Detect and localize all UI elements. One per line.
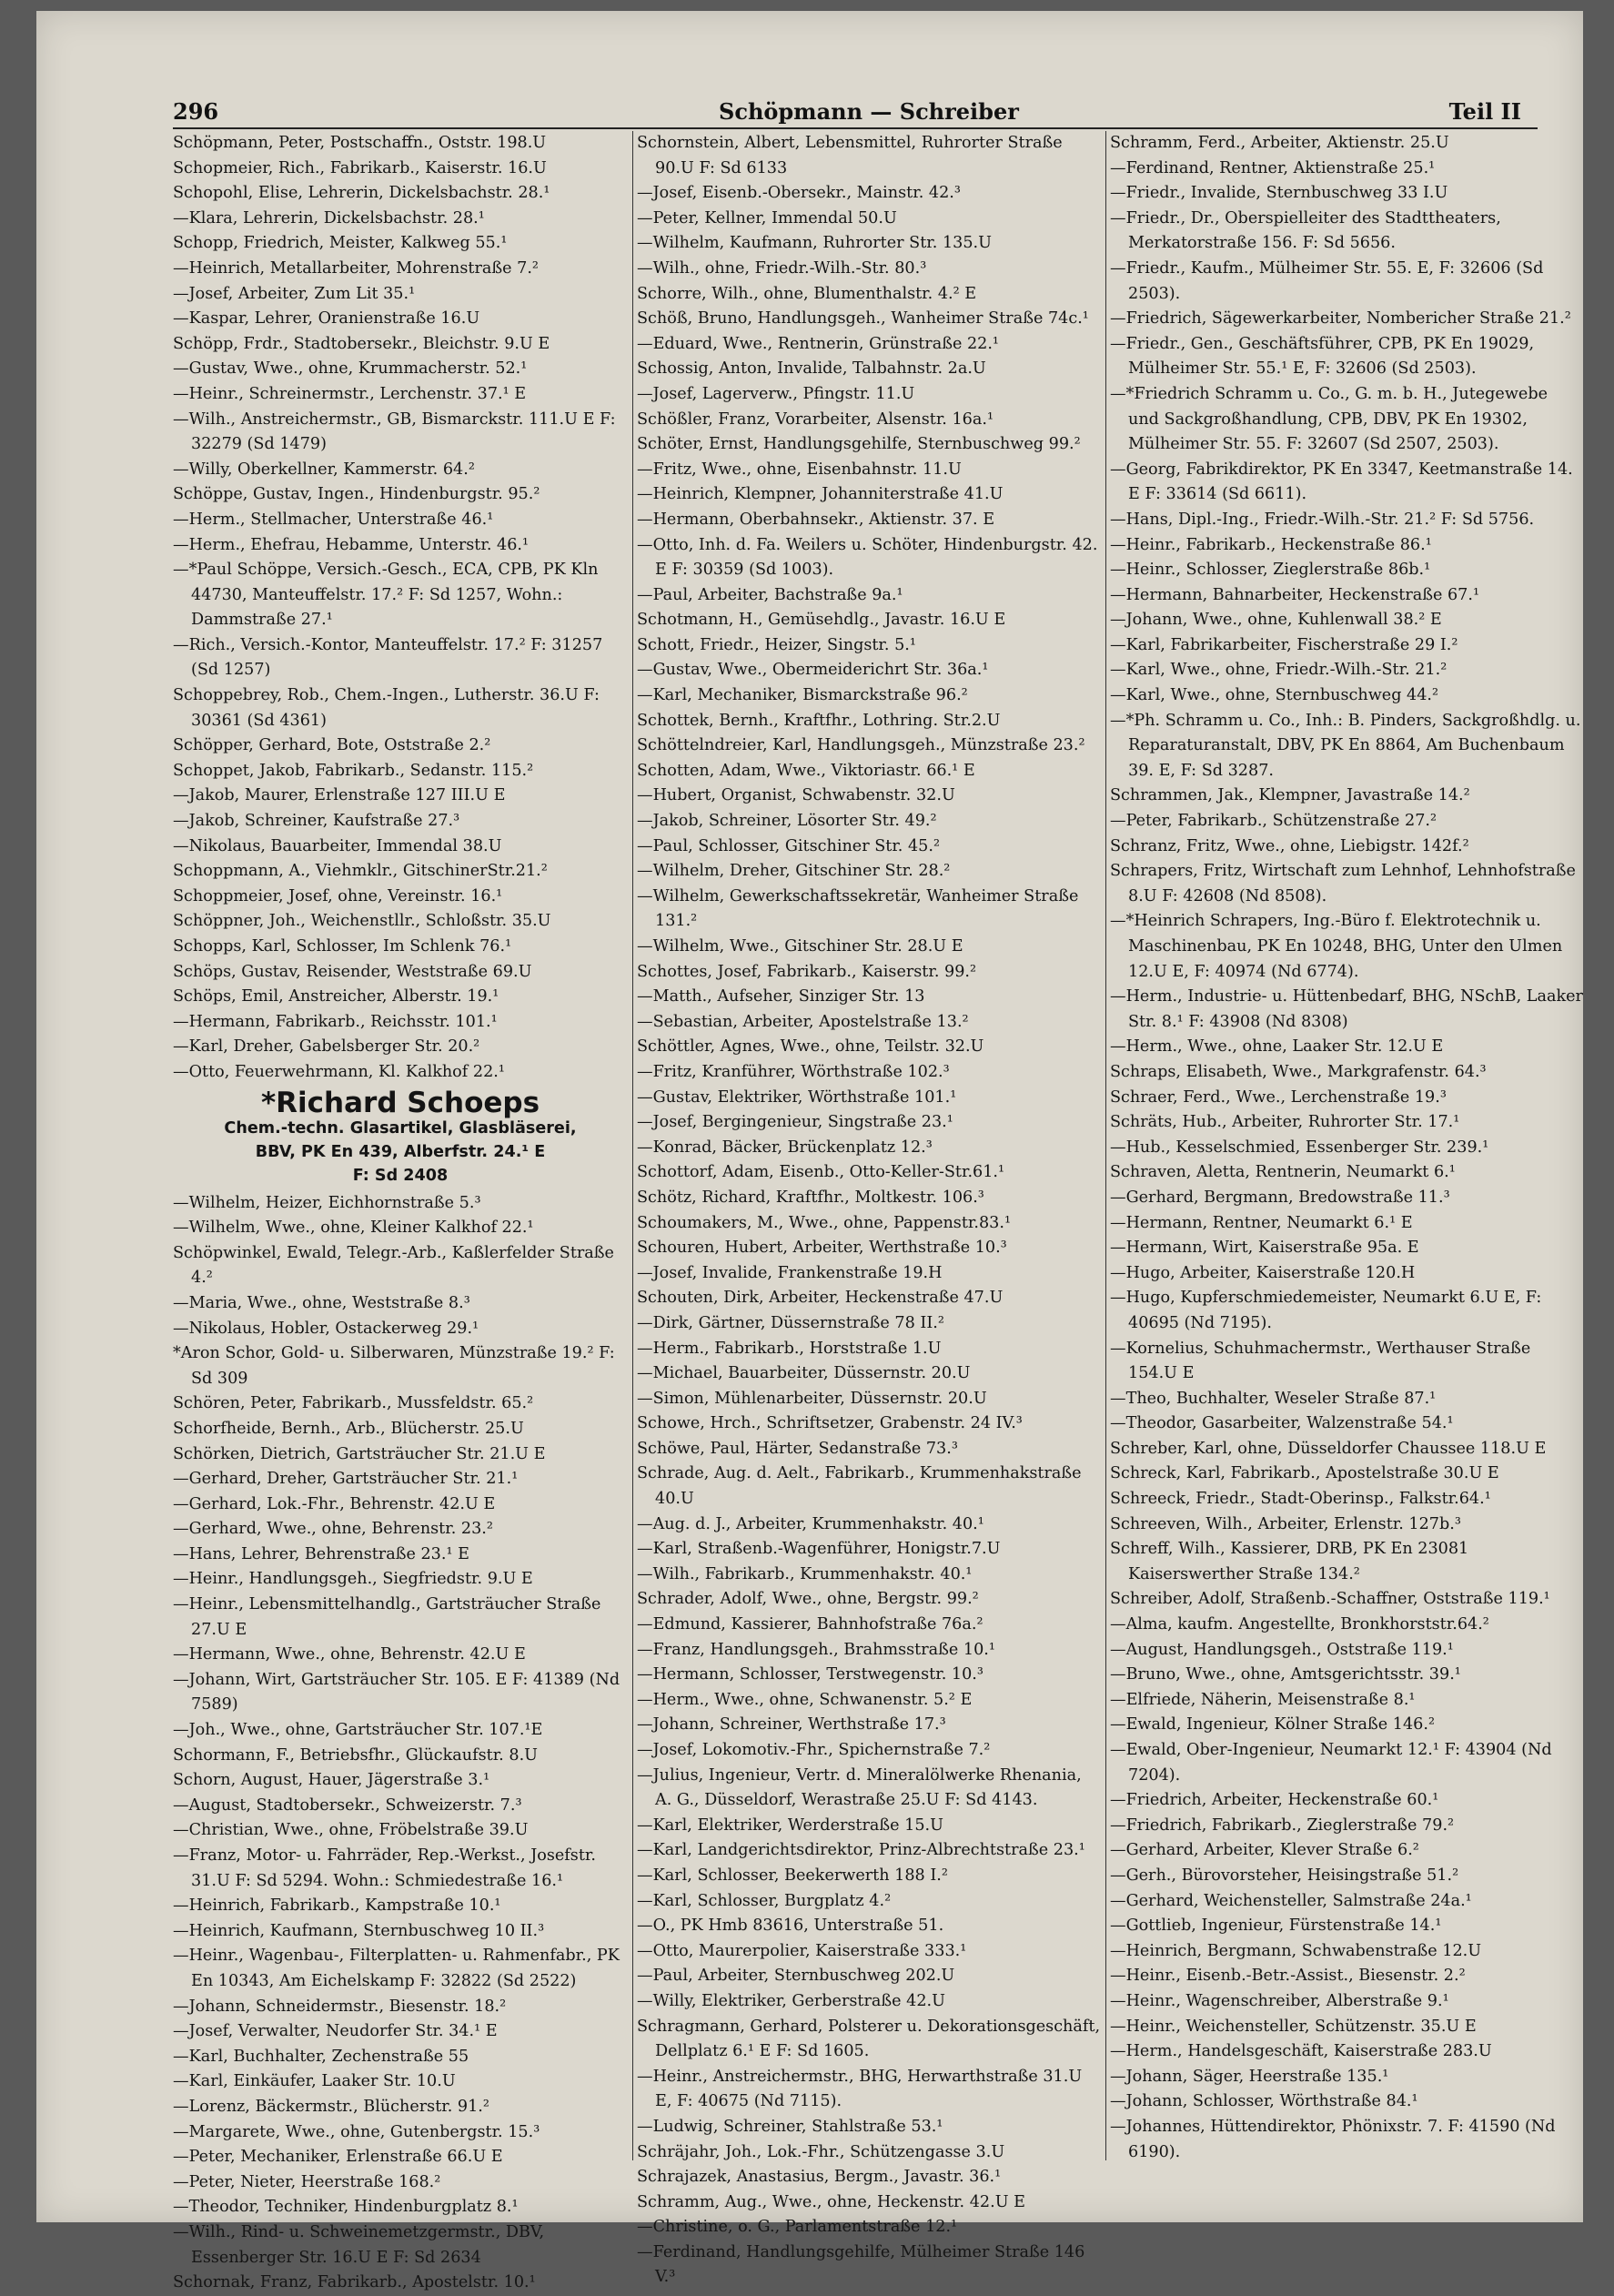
- directory-entry: —Lorenz, Bäckermstr., Blücherstr. 91.²: [173, 2097, 489, 2116]
- directory-entry: —Fritz, Wwe., ohne, Eisenbahnstr. 11.U: [637, 460, 962, 479]
- directory-entry: —Josef, Verwalter, Neudorfer Str. 34.¹ E: [173, 2022, 498, 2041]
- directory-entry: —Gerhard, Dreher, Gartsträucher Str. 21.¹: [173, 1470, 519, 1489]
- directory-entry: —Dirk, Gärtner, Düssernstraße 78 II.²: [637, 1313, 944, 1332]
- directory-entry: Schranz, Fritz, Wwe., ohne, Liebigstr. 142f.²: [1110, 836, 1469, 855]
- column-3-entries: [1110, 131, 1583, 2165]
- directory-entry: Schöpmann, Peter, Postschaffn., Oststr. 198.U: [173, 134, 547, 152]
- directory-entry: Schöpp, Frdr., Stadtobersekr., Bleichstr. 9.U E: [173, 334, 550, 353]
- directory-entry: —Friedr., Dr., Oberspielleiter des Stadttheaters, Merkatorstraße 156. F: Sd 5656.: [1110, 208, 1501, 253]
- directory-entry: Schottes, Josef, Fabrikarb., Kaiserstr. 99.²: [637, 962, 977, 981]
- directory-entry: —Heinrich, Bergmann, Schwabenstraße 12.U: [1110, 1941, 1482, 1960]
- directory-entry: —Georg, Fabrikdirektor, PK En 3347, Keetmanstraße 14. E F: 33614 (Sd 6611).: [1110, 460, 1573, 504]
- directory-entry: —Heinr., Anstreichermstr., BHG, Herwarthstraße 31.U E, F: 40675 (Nd 7115).: [637, 2067, 1083, 2111]
- directory-entry: —Wilhelm, Wwe., ohne, Kleiner Kalkhof 22.¹: [173, 1219, 534, 1238]
- directory-entry: —Johann, Säger, Heerstraße 135.¹: [1110, 2067, 1389, 2086]
- directory-entry: Schoppmeier, Josef, ohne, Vereinstr. 16.¹: [173, 886, 503, 905]
- directory-entry: Schreber, Karl, ohne, Düsseldorfer Chaussee 118.U E: [1110, 1439, 1547, 1458]
- directory-entry: —Rich., Versich.-Kontor, Manteuffelstr. 17.² F: 31257 (Sd 1257): [173, 635, 603, 680]
- advertisement: [173, 1086, 628, 1188]
- directory-entry: —Ferdinand, Rentner, Aktienstraße 25.¹: [1110, 158, 1436, 177]
- directory-entry: Schottek, Bernh., Kraftfhr., Lothring. Str.2.U: [637, 711, 1001, 730]
- directory-entry: —Friedr., Invalide, Sternbuschweg 33 I.U: [1110, 184, 1448, 203]
- directory-entry: —Heinrich, Kaufmann, Sternbuschweg 10 II.³: [173, 1921, 545, 1940]
- directory-entry: —Herm., Stellmacher, Unterstraße 46.¹: [173, 510, 494, 529]
- directory-entry: —Gottlieb, Ingenieur, Fürstenstraße 14.¹: [1110, 1917, 1442, 1936]
- directory-entry: —Herm., Industrie- u. Hüttenbedarf, BHG, NSchB, Laaker Str. 8.¹ F: 43908 (Nd 8308): [1110, 987, 1583, 1031]
- name-range: Schöpmann — Schreiber: [719, 98, 1019, 125]
- column-divider: [1105, 131, 1106, 2160]
- directory-entry: Schörken, Dietrich, Gartsträucher Str. 21.U E: [173, 1444, 546, 1463]
- directory-entry: Schöttler, Agnes, Wwe., ohne, Teilstr. 32.U: [637, 1037, 984, 1057]
- directory-entry: —Alma, kaufm. Angestellte, Bronkhorststr.64.²: [1110, 1615, 1489, 1634]
- directory-entry: —Heinr., Weichensteller, Schützenstr. 35.U E: [1110, 2017, 1477, 2036]
- directory-entry: —Ferdinand, Handlungsgehilfe, Mülheimer Straße 146 V.³: [637, 2242, 1085, 2287]
- directory-entry: Schott, Friedr., Heizer, Singstr. 5.¹: [637, 635, 916, 654]
- directory-entry: —Aug. d. J., Arbeiter, Krummenhakstr. 40.¹: [637, 1514, 984, 1533]
- directory-entry: —Peter, Fabrikarb., Schützenstraße 27.²: [1110, 812, 1437, 831]
- directory-entry: Schouren, Hubert, Arbeiter, Werthstraße 10.³: [637, 1239, 1007, 1258]
- directory-entry: —Maria, Wwe., ohne, Weststraße 8.³: [173, 1293, 470, 1312]
- directory-entry: —Gustav, Elektriker, Wörthstraße 101.¹: [637, 1087, 957, 1107]
- directory-entry: —Friedr., Kaufm., Mülheimer Str. 55. E, F: 32606 (Sd 2503).: [1110, 258, 1544, 303]
- directory-entry: Schöß, Bruno, Handlungsgeh., Wanheimer Straße 74c.¹: [637, 309, 1089, 329]
- directory-entry: —Herm., Handelsgeschäft, Kaiserstraße 283.U: [1110, 2042, 1492, 2061]
- directory-entry: —Hub., Kesselschmied, Essenberger Str. 239.¹: [1110, 1138, 1489, 1157]
- directory-entry: —August, Stadtobersekr., Schweizerstr. 7.³: [173, 1795, 522, 1815]
- directory-entry: Schopohl, Elise, Lehrerin, Dickelsbachstr. 28.¹: [173, 184, 550, 203]
- directory-entry: —Heinr., Fabrikarb., Heckenstraße 86.¹: [1110, 535, 1432, 554]
- directory-entry: Schreeven, Wilh., Arbeiter, Erlenstr. 127b.³: [1110, 1514, 1461, 1533]
- directory-entry: Schöttelndreier, Karl, Handlungsgeh., Münzstraße 23.²: [637, 736, 1085, 755]
- directory-entry: —Karl, Straßenb.-Wagenführer, Honigstr.7.U: [637, 1540, 1001, 1559]
- directory-entry: —Kornelius, Schuhmachermstr., Werthauser Straße 154.U E: [1110, 1339, 1531, 1383]
- directory-entry: —Karl, Wwe., ohne, Sternbuschweg 44.²: [1110, 686, 1439, 705]
- directory-entry: —Josef, Bergingenieur, Singstraße 23.¹: [637, 1113, 953, 1132]
- directory-entry: Schowe, Hrch., Schriftsetzer, Grabenstr. 24 IV.³: [637, 1414, 1023, 1433]
- directory-entry: —Christian, Wwe., ohne, Fröbelstraße 39.U: [173, 1821, 529, 1840]
- directory-entry: —Julius, Ingenieur, Vertr. d. Mineralölwerke Rhenania, A. G., Düsseldorf, Werastraße 25.U F: Sd 4143.: [637, 1765, 1082, 1810]
- directory-entry: —Wilh., Anstreichermstr., GB, Bismarckstr. 111.U E F: 32279 (Sd 1479): [173, 410, 616, 454]
- directory-entry: —Friedr., Gen., Geschäftsführer, CPB, PK En 19029, Mülheimer Str. 55.¹ E, F: 32606 (Sd 2503).: [1110, 334, 1535, 379]
- directory-entry: —Heinr., Wagenbau-, Filterplatten- u. Rahmenfabr., PK En 10343, Am Eichelskamp F: 32822 (Sd 2522): [173, 1947, 620, 1990]
- directory-entry: —Bruno, Wwe., ohne, Amtsgerichtsstr. 39.¹: [1110, 1665, 1461, 1684]
- directory-entry: —Johann, Schreiner, Werthstraße 17.³: [637, 1715, 946, 1735]
- directory-entry: Schrajazek, Anastasius, Bergm., Javastr. 36.¹: [637, 2168, 1002, 2187]
- directory-entry: Schreff, Wilh., Kassierer, DRB, PK En 23081 Kaiserswerther Straße 134.²: [1110, 1540, 1469, 1583]
- directory-entry: —Jakob, Schreiner, Kaufstraße 27.³: [173, 812, 460, 831]
- directory-entry: —Johannes, Hüttendirektor, Phönixstr. 7. F: 41590 (Nd 6190).: [1110, 2117, 1556, 2161]
- directory-entry: —Heinr., Wagenschreiber, Alberstraße 9.¹: [1110, 1991, 1449, 2010]
- directory-entry: —Peter, Nieter, Heerstraße 168.²: [173, 2172, 441, 2191]
- column-divider: [632, 131, 633, 2160]
- directory-entry: —Hermann, Schlosser, Terstwegenstr. 10.³: [637, 1665, 984, 1684]
- directory-entry: —Herm., Wwe., ohne, Schwanenstr. 5.² E: [637, 1690, 973, 1709]
- directory-entry: —*Friedrich Schramm u. Co., G. m. b. H., Jutegewebe und Sackgroßhandlung, CPB, DBV, PK En 19302, Mülheimer Str. 55. F: 32607 (Sd 2507, 2503).: [1110, 384, 1548, 454]
- directory-entry: Schreck, Karl, Fabrikarb., Apostelstraße 30.U E: [1110, 1464, 1499, 1483]
- directory-entry: —Otto, Maurerpolier, Kaiserstraße 333.¹: [637, 1941, 967, 1960]
- directory-entry: —Konrad, Bäcker, Brückenplatz 12.³: [637, 1138, 933, 1157]
- column-1-entries-continued: [173, 1191, 628, 2296]
- directory-entry: —Hans, Dipl.-Ing., Friedr.-Wilh.-Str. 21.² F: Sd 5756.: [1110, 510, 1535, 529]
- directory-entry: —Karl, Fabrikarbeiter, Fischerstraße 29 I.²: [1110, 635, 1458, 654]
- directory-entry: *Aron Schor, Gold- u. Silberwaren, Münzstraße 19.² F: Sd 309: [173, 1344, 615, 1388]
- directory-entry: —Gerhard, Arbeiter, Klever Straße 6.²: [1110, 1841, 1419, 1860]
- directory-entry: —Edmund, Kassierer, Bahnhofstraße 76a.²: [637, 1615, 984, 1634]
- advertisement-line: BBV, PK En 439, Alberfstr. 24.¹ E: [255, 1142, 546, 1161]
- directory-entry: —*Heinrich Schrapers, Ing.-Büro f. Elektrotechnik u. Maschinenbau, PK En 10248, BHG, Unter den Ulmen 12.U E, F: 40974 (Nd 6774).: [1110, 912, 1563, 981]
- directory-entry: —Christine, o. G., Parlamentstraße 12.¹: [637, 2218, 958, 2237]
- directory-entry: —Wilhelm, Wwe., Gitschiner Str. 28.U E: [637, 937, 963, 956]
- directory-entry: Schornak, Franz, Fabrikarb., Apostelstr. 10.¹: [173, 2273, 536, 2292]
- directory-entry: —Nikolaus, Hobler, Ostackerweg 29.¹: [173, 1319, 479, 1338]
- directory-entry: Schorre, Wilh., ohne, Blumenthalstr. 4.² E: [637, 284, 977, 303]
- directory-entry: —Wilhelm, Heizer, Eichhornstraße 5.³: [173, 1193, 481, 1212]
- directory-entry: —Gerhard, Lok.-Fhr., Behrenstr. 42.U E: [173, 1494, 496, 1513]
- directory-entry: —Jakob, Schreiner, Lösorter Str. 49.²: [637, 812, 937, 831]
- directory-entry: —Matth., Aufseher, Sinziger Str. 13: [637, 987, 925, 1006]
- directory-entry: Schöps, Emil, Anstreicher, Alberstr. 19.¹: [173, 987, 499, 1006]
- directory-entry: Schornstein, Albert, Lebensmittel, Ruhrorter Straße 90.U F: Sd 6133: [637, 134, 1063, 177]
- directory-entry: —Wilh., ohne, Friedr.-Wilh.-Str. 80.³: [637, 258, 927, 278]
- directory-entry: —Josef, Eisenb.-Obersekr., Mainstr. 42.³: [637, 184, 961, 203]
- directory-entry: Schottorf, Adam, Eisenb., Otto-Keller-Str.61.¹: [637, 1163, 1005, 1182]
- directory-entry: —Hermann, Oberbahnsekr., Aktienstr. 37. E: [637, 510, 995, 529]
- directory-entry: —Hermann, Wwe., ohne, Behrenstr. 42.U E: [173, 1645, 526, 1664]
- directory-entry: —Josef, Lagerverw., Pfingstr. 11.U: [637, 384, 915, 403]
- column-2: [637, 131, 1101, 2287]
- directory-entry: —Josef, Lokomotiv.-Fhr., Spichernstraße 7.²: [637, 1741, 991, 1759]
- directory-entry: —Sebastian, Arbeiter, Apostelstraße 13.²: [637, 1012, 969, 1031]
- advertisement-title: *Richard Schoeps: [260, 1086, 540, 1119]
- directory-entry: —Heinr., Schlosser, Zieglerstraße 86b.¹: [1110, 561, 1431, 580]
- directory-entry: —Peter, Mechaniker, Erlenstraße 66.U E: [173, 2148, 503, 2167]
- directory-entry: Schöter, Ernst, Handlungsgehilfe, Sternbuschweg 99.²: [637, 435, 1081, 454]
- directory-entry: —Karl, Mechaniker, Bismarckstraße 96.²: [637, 686, 968, 705]
- directory-entry: Schramm, Ferd., Arbeiter, Aktienstr. 25.U: [1110, 134, 1449, 152]
- directory-entry: —Nikolaus, Bauarbeiter, Immendal 38.U: [173, 836, 502, 855]
- directory-entry: Schormann, F., Betriebsfhr., Glückaufstr. 8.U: [173, 1745, 538, 1765]
- directory-page: [36, 11, 1583, 2292]
- directory-entry: —Gerhard, Wwe., ohne, Behrenstr. 23.²: [173, 1520, 493, 1539]
- directory-entry: Schrapers, Fritz, Wirtschaft zum Lehnhof, Lehnhofstraße 8.U F: 42608 (Nd 8508).: [1110, 862, 1576, 905]
- directory-entry: Schöppe, Gustav, Ingen., Hindenburgstr. 95.²: [173, 485, 540, 504]
- directory-entry: Schrade, Aug. d. Aelt., Fabrikarb., Krummenhakstraße 40.U: [637, 1464, 1082, 1509]
- column-1-entries: [173, 131, 628, 1086]
- directory-entry: —Josef, Invalide, Frankenstraße 19.H: [637, 1263, 943, 1282]
- directory-entry: —Theodor, Techniker, Hindenburgplatz 8.¹: [173, 2198, 519, 2217]
- directory-entry: —Karl, Wwe., ohne, Friedr.-Wilh.-Str. 21.²: [1110, 661, 1448, 680]
- directory-entry: Schreeck, Friedr., Stadt-Oberinsp., Falkstr.64.¹: [1110, 1490, 1491, 1509]
- directory-entry: —Ludwig, Schreiner, Stahlstraße 53.¹: [637, 2117, 943, 2136]
- directory-entry: —Heinr., Lebensmittelhandlg., Gartsträucher Straße 27.U E: [173, 1595, 601, 1639]
- page-number: 296: [173, 98, 219, 125]
- directory-entry: —Willy, Oberkellner, Kammerstr. 64.²: [173, 460, 475, 479]
- directory-entry: —Gustav, Wwe., ohne, Krummacherstr. 52.¹: [173, 359, 528, 379]
- directory-entry: —Eduard, Wwe., Rentnerin, Grünstraße 22.¹: [637, 334, 999, 353]
- directory-entry: Schoppebrey, Rob., Chem.-Ingen., Lutherstr. 36.U F: 30361 (Sd 4361): [173, 686, 600, 730]
- directory-entry: —Heinrich, Metallarbeiter, Mohrenstraße 7.²: [173, 258, 539, 278]
- directory-entry: —Herm., Wwe., ohne, Laaker Str. 12.U E: [1110, 1037, 1444, 1057]
- directory-entry: Schorn, August, Hauer, Jägerstraße 3.¹: [173, 1771, 490, 1790]
- directory-entry: —Gerh., Bürovorsteher, Heisingstraße 51.²: [1110, 1866, 1459, 1885]
- advertisement-line: F: Sd 2408: [352, 1166, 449, 1185]
- directory-entry: —Hermann, Fabrikarb., Reichsstr. 101.¹: [173, 1012, 498, 1031]
- directory-entry: —Karl, Schlosser, Burgplatz 4.²: [637, 1891, 892, 1910]
- directory-entry: —Karl, Elektriker, Werderstraße 15.U: [637, 1816, 943, 1835]
- directory-entry: Schräts, Hub., Arbeiter, Ruhrorter Str. 17.¹: [1110, 1113, 1460, 1132]
- directory-entry: —Friedrich, Arbeiter, Heckenstraße 60.¹: [1110, 1791, 1439, 1810]
- directory-entry: —Heinr., Schreinermstr., Lerchenstr. 37.¹ E: [173, 384, 527, 403]
- directory-entry: —Josef, Arbeiter, Zum Lit 35.¹: [173, 284, 416, 303]
- directory-entry: —Herm., Ehefrau, Hebamme, Unterstr. 46.¹: [173, 535, 530, 554]
- directory-entry: Schreiber, Adolf, Straßenb.-Schaffner, Oststraße 119.¹: [1110, 1590, 1550, 1609]
- directory-entry: —Heinrich, Klempner, Johanniterstraße 41.U: [637, 485, 1004, 504]
- directory-entry: —Friedrich, Fabrikarb., Zieglerstraße 79.²: [1110, 1816, 1455, 1835]
- directory-entry: —Karl, Buchhalter, Zechenstraße 55: [173, 2047, 469, 2066]
- directory-entry: Schräjahr, Joh., Lok.-Fhr., Schützengasse 3.U: [637, 2142, 1005, 2161]
- directory-entry: —Willy, Elektriker, Gerberstraße 42.U: [637, 1991, 945, 2010]
- directory-entry: Schoumakers, M., Wwe., ohne, Pappenstr.83.¹: [637, 1213, 1012, 1232]
- directory-entry: —Hans, Lehrer, Behrenstraße 23.¹ E: [173, 1544, 469, 1563]
- directory-entry: Schraps, Elisabeth, Wwe., Markgrafenstr. 64.³: [1110, 1062, 1487, 1081]
- directory-entry: —Paul, Arbeiter, Sternbuschweg 202.U: [637, 1967, 955, 1986]
- directory-entry: —Fritz, Kranführer, Wörthstraße 102.³: [637, 1062, 950, 1081]
- directory-entry: Schragmann, Gerhard, Polsterer u. Dekorationsgeschäft, Dellplatz 6.¹ E F: Sd 1605.: [637, 2017, 1101, 2061]
- directory-entry: Schöpwinkel, Ewald, Telegr.-Arb., Kaßlerfelder Straße 4.²: [173, 1243, 614, 1288]
- directory-entry: —Paul, Arbeiter, Bachstraße 9a.¹: [637, 585, 903, 604]
- directory-entry: —*Ph. Schramm u. Co., Inh.: B. Pinders, Sackgroßhdlg. u. Reparaturanstalt, DBV, PK En 8864, Am Buchenbaum 39. E, F: Sd 3287.: [1110, 711, 1581, 780]
- directory-entry: —Johann, Wwe., ohne, Kuhlenwall 38.² E: [1110, 611, 1442, 630]
- directory-entry: Schößler, Franz, Vorarbeiter, Alsenstr. 16a.¹: [637, 410, 994, 429]
- directory-entry: —Hermann, Rentner, Neumarkt 6.¹ E: [1110, 1213, 1413, 1232]
- directory-entry: —Otto, Inh. d. Fa. Weilers u. Schöter, Hindenburgstr. 42. E F: 30359 (Sd 1003).: [637, 535, 1098, 580]
- directory-entry: —Karl, Landgerichtsdirektor, Prinz-Albrechtstraße 23.¹: [637, 1841, 1085, 1860]
- directory-entry: —Wilh., Fabrikarb., Krummenhakstr. 40.¹: [637, 1564, 973, 1583]
- directory-entry: Schrammen, Jak., Klempner, Javastraße 14.²: [1110, 786, 1470, 805]
- directory-entry: —Elfriede, Näherin, Meisenstraße 8.¹: [1110, 1690, 1416, 1709]
- directory-entry: —Ewald, Ingenieur, Kölner Straße 146.²: [1110, 1715, 1436, 1735]
- directory-entry: Schöwe, Paul, Härter, Sedanstraße 73.³: [637, 1439, 958, 1458]
- directory-entry: —Jakob, Maurer, Erlenstraße 127 III.U E: [173, 786, 506, 805]
- directory-entry: Schoppet, Jakob, Fabrikarb., Sedanstr. 115.²: [173, 761, 534, 780]
- directory-entry: —Karl, Dreher, Gabelsberger Str. 20.²: [173, 1037, 480, 1057]
- directory-entry: —Theodor, Gasarbeiter, Walzenstraße 54.¹: [1110, 1414, 1454, 1433]
- directory-entry: —Wilhelm, Kaufmann, Ruhrorter Str. 135.U: [637, 234, 992, 253]
- directory-entry: —Friedrich, Sägewerkarbeiter, Nombericher Straße 21.²: [1110, 309, 1571, 329]
- directory-entry: Schopmeier, Rich., Fabrikarb., Kaiserstr. 16.U: [173, 158, 547, 177]
- directory-entry: —Gerhard, Bergmann, Bredowstraße 11.³: [1110, 1188, 1450, 1207]
- directory-entry: —Heinrich, Fabrikarb., Kampstraße 10.¹: [173, 1896, 501, 1916]
- directory-entry: Schotmann, H., Gemüsehdlg., Javastr. 16.U E: [637, 611, 1006, 630]
- directory-entry: —Hermann, Wirt, Kaiserstraße 95a. E: [1110, 1239, 1419, 1258]
- directory-entry: Schören, Peter, Fabrikarb., Mussfeldstr. 65.²: [173, 1394, 534, 1413]
- directory-entry: —Herm., Fabrikarb., Horststraße 1.U: [637, 1339, 942, 1358]
- directory-entry: —Wilh., Rind- u. Schweinemetzgermstr., DBV, Essenberger Str. 16.U E F: Sd 2634: [173, 2222, 545, 2267]
- directory-entry: —Paul, Schlosser, Gitschiner Str. 45.²: [637, 836, 941, 855]
- directory-entry: Schopp, Friedrich, Meister, Kalkweg 55.¹: [173, 234, 508, 253]
- directory-entry: —Wilhelm, Gewerkschaftssekretär, Wanheimer Straße 131.²: [637, 886, 1079, 931]
- column-1: [173, 131, 628, 2292]
- directory-entry: Schopps, Karl, Schlosser, Im Schlenk 76.¹: [173, 937, 512, 956]
- directory-entry: —Hubert, Organist, Schwabenstr. 32.U: [637, 786, 955, 805]
- directory-entry: —Franz, Motor- u. Fahrräder, Rep.-Werkst., Josefstr. 31.U F: Sd 5294. Wohn.: Schmiedestraße 16.¹: [173, 1846, 596, 1890]
- directory-entry: —*Paul Schöppe, Versich.-Gesch., ECA, CPB, PK Kln 44730, Manteuffelstr. 17.² F: Sd 1257, Wohn.: Dammstraße 27.¹: [173, 561, 599, 630]
- directory-entry: Schöppner, Joh., Weichenstllr., Schloßstr. 35.U: [173, 912, 551, 931]
- directory-entry: Schotten, Adam, Wwe., Viktoriastr. 66.¹ E: [637, 761, 975, 780]
- directory-entry: Schoppmann, A., Viehmklr., GitschinerStr.21.²: [173, 862, 548, 881]
- directory-entry: —Peter, Kellner, Immendal 50.U: [637, 208, 897, 228]
- directory-entry: Schöpper, Gerhard, Bote, Oststraße 2.²: [173, 736, 491, 755]
- directory-entry: —Michael, Bauarbeiter, Düssernstr. 20.U: [637, 1364, 971, 1383]
- directory-entry: Schouten, Dirk, Arbeiter, Heckenstraße 47.U: [637, 1289, 1004, 1308]
- directory-entry: —Gustav, Wwe., Obermeiderichrt Str. 36a.¹: [637, 661, 989, 680]
- directory-entry: —Hugo, Arbeiter, Kaiserstraße 120.H: [1110, 1263, 1416, 1282]
- directory-entry: —Simon, Mühlenarbeiter, Düssernstr. 20.U: [637, 1389, 987, 1408]
- directory-entry: —Franz, Handlungsgeh., Brahmsstraße 10.¹: [637, 1640, 995, 1659]
- directory-entry: —Heinr., Handlungsgeh., Siegfriedstr. 9.U E: [173, 1570, 533, 1589]
- directory-entry: —Otto, Feuerwehrmann, Kl. Kalkhof 22.¹: [173, 1062, 505, 1081]
- directory-entry: Schorfheide, Bernh., Arb., Blücherstr. 25.U: [173, 1419, 524, 1438]
- directory-entry: —Karl, Schlosser, Beekerwerth 188 I.²: [637, 1866, 948, 1885]
- directory-entry: —Joh., Wwe., ohne, Gartsträucher Str. 107.¹E: [173, 1721, 543, 1740]
- directory-entry: Schrader, Adolf, Wwe., ohne, Bergstr. 99.²: [637, 1590, 979, 1609]
- directory-entry: —Hermann, Bahnarbeiter, Heckenstraße 67.¹: [1110, 585, 1480, 604]
- directory-entry: —Gerhard, Weichensteller, Salmstraße 24a.¹: [1110, 1891, 1472, 1910]
- page-header: [173, 91, 1538, 129]
- directory-entry: —Johann, Schneidermstr., Biesenstr. 18.²: [173, 1997, 507, 2016]
- directory-entry: —Theo, Buchhalter, Weseler Straße 87.¹: [1110, 1389, 1437, 1408]
- directory-entry: —O., PK Hmb 83616, Unterstraße 51.: [637, 1917, 944, 1936]
- column-2-entries: [637, 131, 1101, 2291]
- directory-entry: Schötz, Richard, Kraftfhr., Moltkestr. 106.³: [637, 1188, 984, 1207]
- directory-entry: —Johann, Wirt, Gartsträucher Str. 105. E F: 41389 (Nd 7589): [173, 1670, 620, 1714]
- directory-entry: —Klara, Lehrerin, Dickelsbachstr. 28.¹: [173, 208, 485, 228]
- advertisement-line: Chem.-techn. Glasartikel, Glasbläserei,: [224, 1118, 577, 1138]
- directory-entry: Schöps, Gustav, Reisender, Weststraße 69.U: [173, 962, 532, 981]
- column-3: [1110, 131, 1583, 2160]
- directory-entry: —Wilhelm, Dreher, Gitschiner Str. 28.²: [637, 862, 951, 881]
- directory-entry: Schraven, Aletta, Rentnerin, Neumarkt 6.¹: [1110, 1163, 1456, 1182]
- directory-entry: —Ewald, Ober-Ingenieur, Neumarkt 12.¹ F: 43904 (Nd 7204).: [1110, 1741, 1552, 1785]
- directory-entry: —Karl, Einkäufer, Laaker Str. 10.U: [173, 2072, 456, 2091]
- directory-entry: Schraer, Ferd., Wwe., Lerchenstraße 19.³: [1110, 1087, 1447, 1107]
- directory-entry: —Kaspar, Lehrer, Oranienstraße 16.U: [173, 309, 480, 329]
- directory-entry: Schramm, Aug., Wwe., ohne, Heckenstr. 42.U E: [637, 2192, 1025, 2211]
- part-label: Teil II: [1448, 98, 1521, 125]
- directory-entry: —August, Handlungsgeh., Oststraße 119.¹: [1110, 1640, 1454, 1659]
- directory-entry: Schossig, Anton, Invalide, Talbahnstr. 2a.U: [637, 359, 986, 379]
- directory-entry: —Heinr., Eisenb.-Betr.-Assist., Biesenstr. 2.²: [1110, 1967, 1466, 1986]
- directory-entry: —Margarete, Wwe., ohne, Gutenbergstr. 15.³: [173, 2122, 540, 2141]
- directory-entry: —Johann, Schlosser, Wörthstraße 84.¹: [1110, 2092, 1418, 2111]
- directory-entry: —Hugo, Kupferschmiedemeister, Neumarkt 6.U E, F: 40695 (Nd 7195).: [1110, 1289, 1542, 1332]
